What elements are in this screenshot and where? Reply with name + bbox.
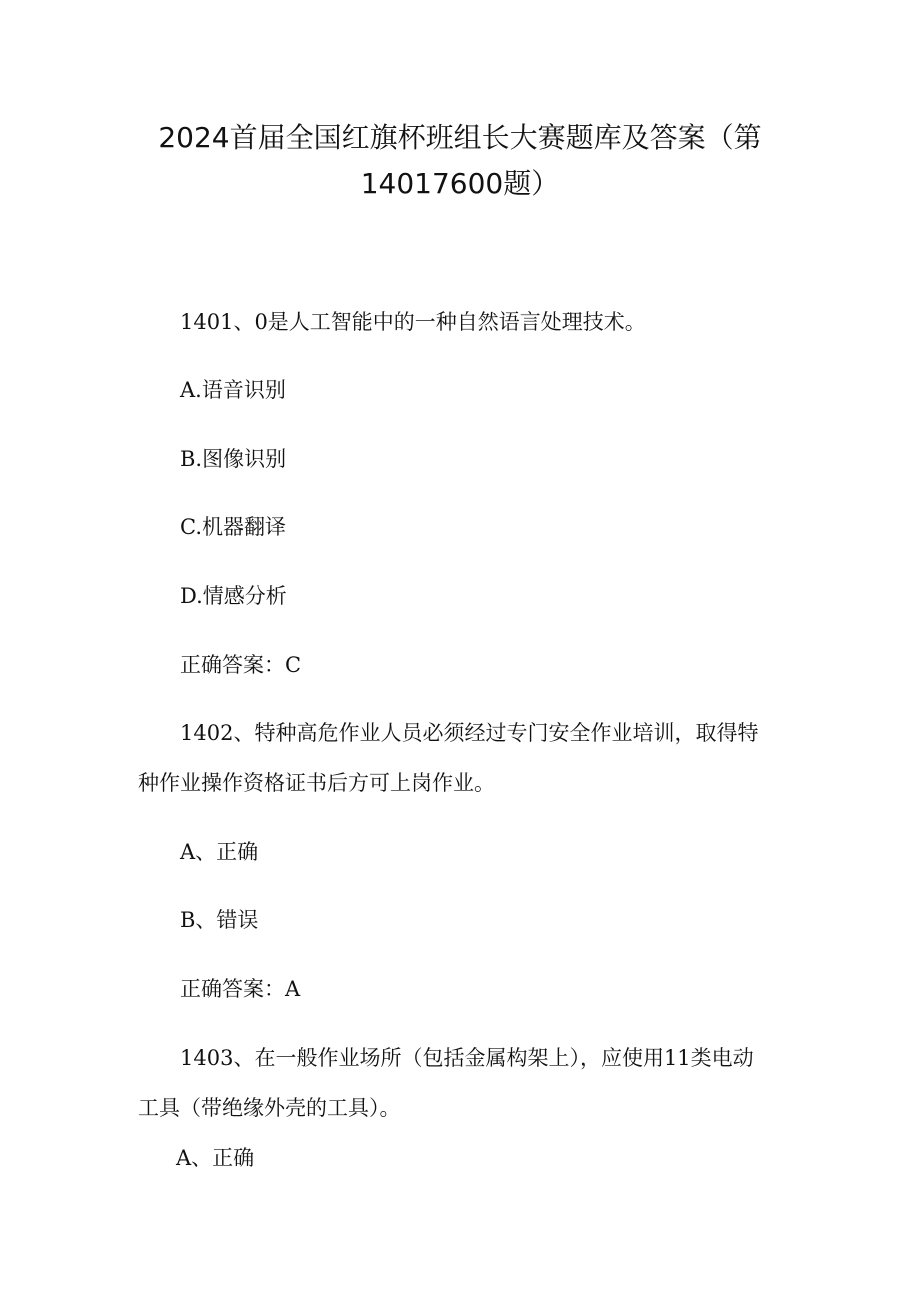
question-1402-option-b: B、错误	[180, 908, 259, 932]
question-1401-option-d: D.情感分析	[180, 584, 287, 608]
question-1401-option-b: B.图像识别	[180, 447, 287, 471]
question-1402-option-a: A、正确	[180, 840, 259, 864]
question-1403-stem-line-2: 工具（带绝缘外壳的工具）。	[138, 1096, 401, 1120]
document-title	[120, 115, 800, 207]
question-1402-answer: 正确答案：A	[180, 977, 301, 1001]
question-1403-stem-line-1: 1403、在一般作业场所（包括金属构架上），应使用11类电动	[180, 1046, 754, 1070]
title-line-1: 2024首届全国红旗杯班组长大赛题库及答案（第	[158, 121, 762, 154]
title-line-2: 14017600题）	[360, 167, 560, 200]
question-1401-answer: 正确答案：C	[180, 653, 302, 677]
question-1401-option-a: A.语音识别	[180, 378, 286, 402]
question-1402-stem-line-2: 种作业操作资格证书后方可上岗作业。	[138, 771, 495, 795]
question-1403-option-a: A、正确	[176, 1146, 255, 1170]
question-1401-stem: 1401、0是人工智能中的一种自然语言处理技术。	[180, 310, 646, 334]
question-1402-stem-line-1: 1402、特种高危作业人员必须经过专门安全作业培训，取得特	[180, 721, 759, 745]
question-1401-option-c: C.机器翻译	[180, 515, 286, 539]
